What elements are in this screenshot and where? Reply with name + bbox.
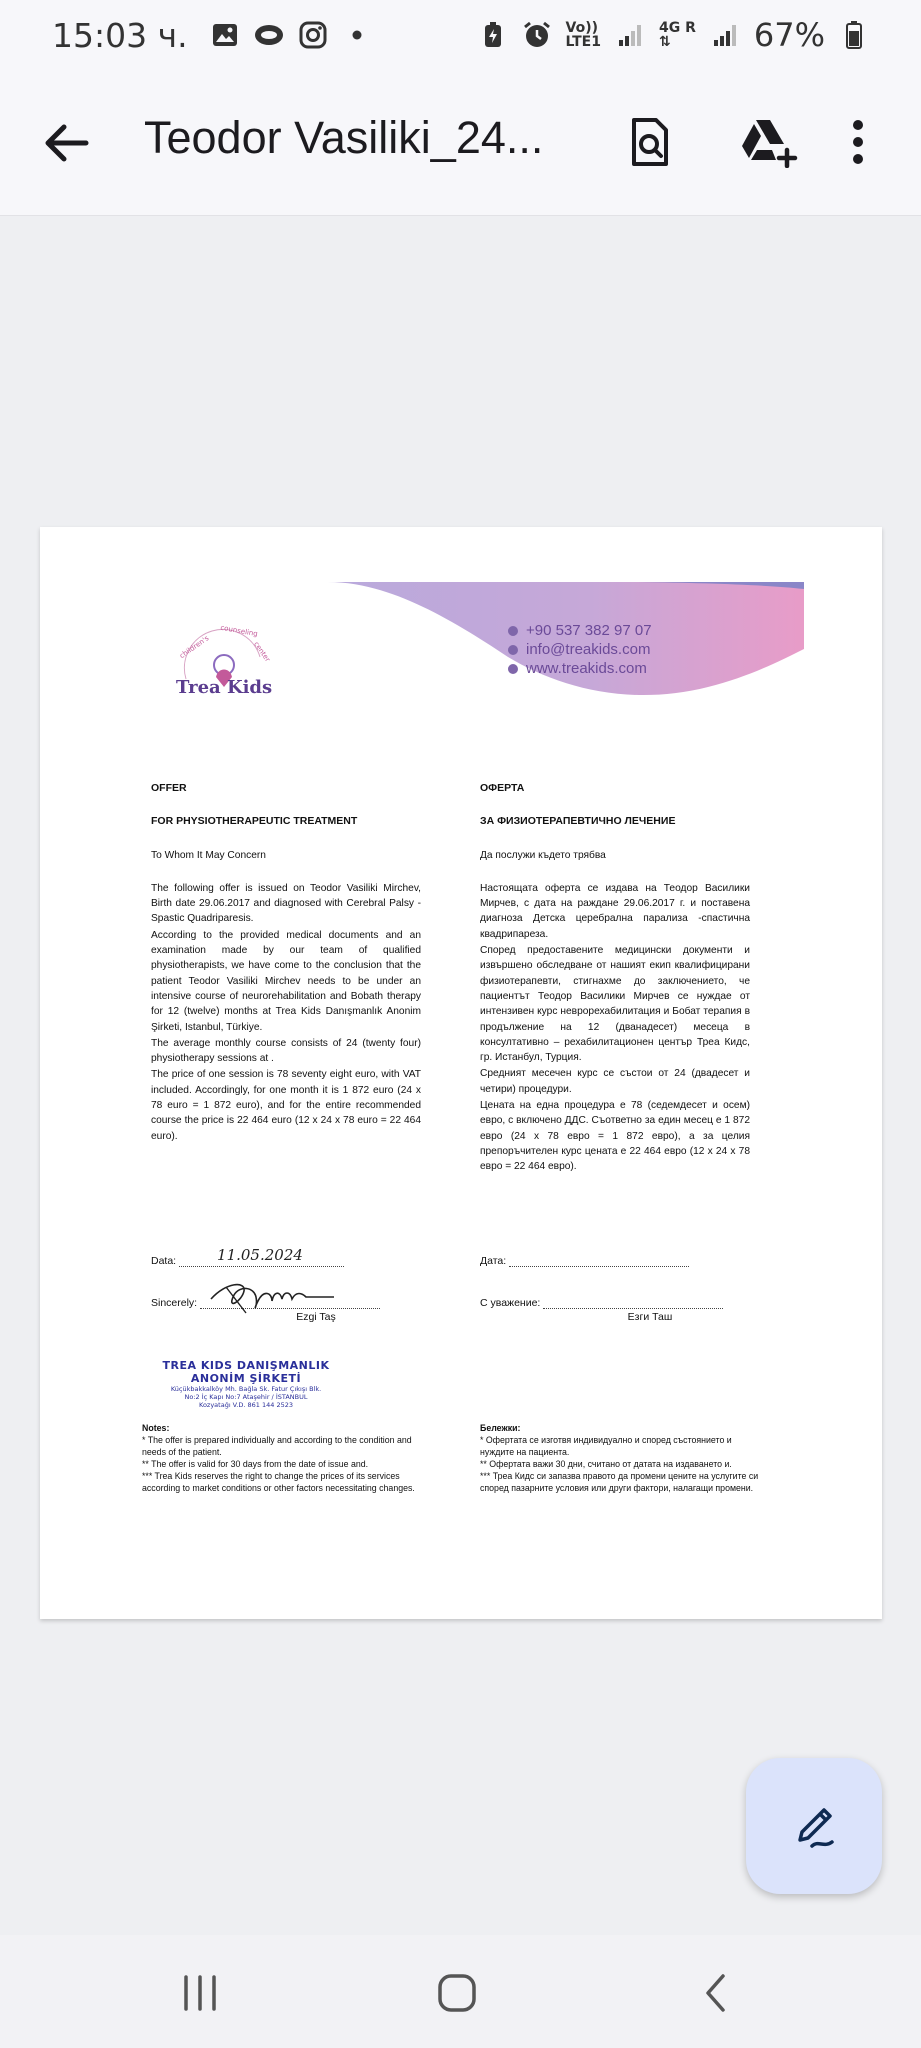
offer-heading-bg: ОФЕРТА xyxy=(480,782,525,794)
phone-text: +90 537 382 97 07 xyxy=(526,622,652,639)
cloud-chat-icon xyxy=(254,21,284,49)
email-row xyxy=(508,640,652,659)
date-line-bg xyxy=(480,1255,750,1267)
notes-title: Notes: xyxy=(142,1423,170,1433)
treatment-heading-bg: ЗА ФИЗИОТЕРАПЕВТИЧНО ЛЕЧЕНИЕ xyxy=(480,815,676,828)
signer-name: Ezgi Taş xyxy=(296,1311,336,1323)
sincerely-line xyxy=(151,1297,421,1323)
recent-apps-button[interactable] xyxy=(170,1965,230,2021)
offer-letter xyxy=(118,577,802,1577)
phone-row xyxy=(508,621,652,640)
paragraph-1-bg: Настоящата оферта се издава на Теодор Василики Мирчев, с дата на раждане 29.06.2017 г. и поставена диагноза Детска церебрална парализа -спастична квадрипареза. xyxy=(480,882,750,940)
note-3-bg: *** Треа Кидс си запазва правото да промени цените на услугите си според пазарните условия или други фактори, налагащи промени. xyxy=(480,1471,759,1493)
note-1-bg: * Офертата се изготвя индивидуално и според състоянието и нуждите на пациента. xyxy=(480,1435,732,1457)
sincerely-label-bg: С уважение: xyxy=(480,1297,541,1309)
stamp-line-5: Kozyatağı V.D. 861 144 2523 xyxy=(199,1401,293,1409)
offer-heading: OFFER xyxy=(151,782,187,794)
home-icon xyxy=(437,1973,477,2013)
paragraph-2: According to the provided medical documents and an examination made by our team of qualified physiotherapists, we have come to the conclusion that the patient Teodor Vasiliki Mirchev needs to be under an intensive course of neurorehabilitation and Bobath therapy for 12 (twelve) months at Trea Kids Danışmanlık Anonim Şirketi, Istanbul, Türkiye. xyxy=(151,929,421,1033)
notification-icons xyxy=(210,21,372,49)
handwritten-date: 11.05.2024 xyxy=(217,1246,303,1264)
home-button[interactable] xyxy=(427,1965,487,2021)
instagram-icon xyxy=(298,21,328,49)
app-bar xyxy=(0,70,921,216)
note-1: * The offer is prepared individually and according to the condition and needs of the patient. xyxy=(142,1435,412,1457)
treatment-heading: FOR PHYSIOTHERAPEUTIC TREATMENT xyxy=(151,815,358,828)
roaming-text: R xyxy=(685,20,696,36)
handwritten-signature xyxy=(206,1277,336,1317)
date-label-bg: Дата: xyxy=(480,1255,507,1267)
signer-name-bg: Езги Таш xyxy=(627,1311,673,1323)
arrow-left-icon xyxy=(40,118,94,168)
back-button[interactable] xyxy=(40,118,94,168)
date-line xyxy=(151,1246,421,1267)
paragraph-1: The following offer is issued on Teodor Vasiliki Mirchev, Birth date 29.06.2017 and diagnosed with Cerebral Palsy - Spastic Quadriparesis. xyxy=(151,882,421,925)
volte-top-text: Vo)) xyxy=(565,20,598,36)
notes-title-bg: Бележки: xyxy=(480,1423,521,1433)
notes-en xyxy=(142,1422,422,1494)
volte-indicator xyxy=(566,21,601,49)
web-row xyxy=(508,659,652,678)
stamp-line-4: No:2 İç Kapı No:7 Ataşehir / İSTANBUL xyxy=(184,1393,308,1401)
paragraph-4-bg: Цената на една процедура е 78 (седемдесет и осем) евро, с включено ДДС. Съответно за един месец е 1 872 евро (24 х 78 евро = 1 872 евро), а за целия препоръчителен курс цената е 22 464 евро (12 х 24 х 78 евро = 22 464 евро). xyxy=(480,1100,750,1173)
signature-block-en xyxy=(151,1246,421,1323)
signature-field-bg xyxy=(543,1297,723,1309)
paragraph-4: The price of one session is 78 seventy eight euro, with VAT included. Accordingly, for one month it is 1 872 euro (24 x 78 euro = 1 872 euro), and for the entire recommended course the price is 22 464 euro (12 x 24 x 78 euro = 22 464 euro). xyxy=(151,1069,421,1142)
notes-bg xyxy=(480,1422,760,1494)
paragraph-3: The average monthly course consists of 24 (twenty four) physiotherapy sessions at . xyxy=(151,1037,421,1065)
email-icon xyxy=(508,645,518,655)
date-label: Data: xyxy=(151,1255,177,1267)
stamp-line-2: ANONİM ŞİRKETİ xyxy=(190,1372,302,1385)
edit-fab[interactable] xyxy=(746,1758,882,1894)
alarm-icon xyxy=(522,21,552,49)
net-4g-text: 4G xyxy=(658,20,681,36)
bulgarian-column xyxy=(480,781,750,1176)
sincerely-line-bg xyxy=(480,1297,750,1323)
signal-2-icon xyxy=(710,21,740,49)
document-title: Teodor Vasiliki_24... xyxy=(144,112,544,163)
salutation-bg: Да послужи където трябва xyxy=(480,849,606,861)
stamp-line-1: TREA KIDS DANIŞMANLIK xyxy=(162,1359,330,1372)
save-to-drive-button[interactable] xyxy=(735,112,805,172)
status-time: 15:03 ч. xyxy=(52,15,188,55)
svg-text:center: center xyxy=(252,640,272,664)
note-2: ** The offer is valid for 30 days from the date of issue and. xyxy=(142,1459,369,1469)
more-vert-icon xyxy=(852,119,864,165)
system-indicators xyxy=(478,16,869,54)
more-notifications-dot-icon xyxy=(342,21,372,49)
svg-text:children's: children's xyxy=(178,634,211,661)
svg-text:counseling: counseling xyxy=(219,623,259,639)
battery-percent: 67% xyxy=(753,16,825,54)
phone-icon xyxy=(508,626,518,636)
note-2-bg: ** Офертата важи 30 дни, считано от датата на издаването и. xyxy=(480,1459,732,1469)
globe-icon xyxy=(508,664,518,674)
stamp-line-3: Küçükbakkalköy Mh. Bağla Sk. Fatur Çıkışı Blk. xyxy=(170,1385,322,1393)
email-text: info@treakids.com xyxy=(526,641,651,658)
recents-icon xyxy=(180,1975,220,2011)
paragraph-3-bg: Средният месечен курс се състои от 24 (двадесет и четири) процедури. xyxy=(480,1068,750,1095)
back-nav-button[interactable] xyxy=(686,1965,746,2021)
date-field-bg xyxy=(509,1255,689,1267)
pdf-page[interactable] xyxy=(40,527,882,1619)
network-4g-indicator: 4G R ⇅ xyxy=(658,20,696,50)
find-in-document-button[interactable] xyxy=(620,112,680,172)
battery-saver-icon xyxy=(478,21,508,49)
sincerely-label: Sincerely: xyxy=(151,1297,198,1309)
gallery-icon xyxy=(210,21,240,49)
trea-kids-logo xyxy=(168,617,278,717)
status-bar xyxy=(0,0,921,70)
system-navigation-bar xyxy=(0,1935,921,2048)
signature-block-bg xyxy=(480,1255,750,1323)
date-field xyxy=(179,1246,344,1267)
note-3: *** Trea Kids reserves the right to change the prices of its services according to market conditions or other factors necessitating changes. xyxy=(142,1471,415,1493)
letterhead-contacts xyxy=(508,621,652,678)
salutation: To Whom It May Concern xyxy=(151,849,266,861)
volte-bottom-text: LTE1 xyxy=(565,34,601,50)
pen-edit-icon xyxy=(790,1802,838,1850)
company-stamp xyxy=(146,1359,346,1409)
paragraph-2-bg: Според предоставените медицински документи и извършено обследване от нашият екип квалифицирани физиотерапевти, стигнахме до заключението, че пациентът Теодор Василики Мирчев се нуждае от интензивен курс неврорехабилитация и Бобат терапия в продължение на 12 (дванадесет) месеца в консултативно – рехабилитационен център Треа Кидс, гр. Истанбул, Турция. xyxy=(480,945,750,1064)
more-options-button[interactable] xyxy=(838,112,878,172)
web-text: www.treakids.com xyxy=(526,660,647,677)
chevron-left-icon xyxy=(701,1973,731,2013)
document-search-icon xyxy=(628,117,672,167)
logo-text: Trea Kids xyxy=(176,677,273,698)
drive-add-icon xyxy=(740,116,800,168)
signal-1-icon xyxy=(615,21,645,49)
english-column xyxy=(151,781,421,1145)
battery-icon xyxy=(839,21,869,49)
